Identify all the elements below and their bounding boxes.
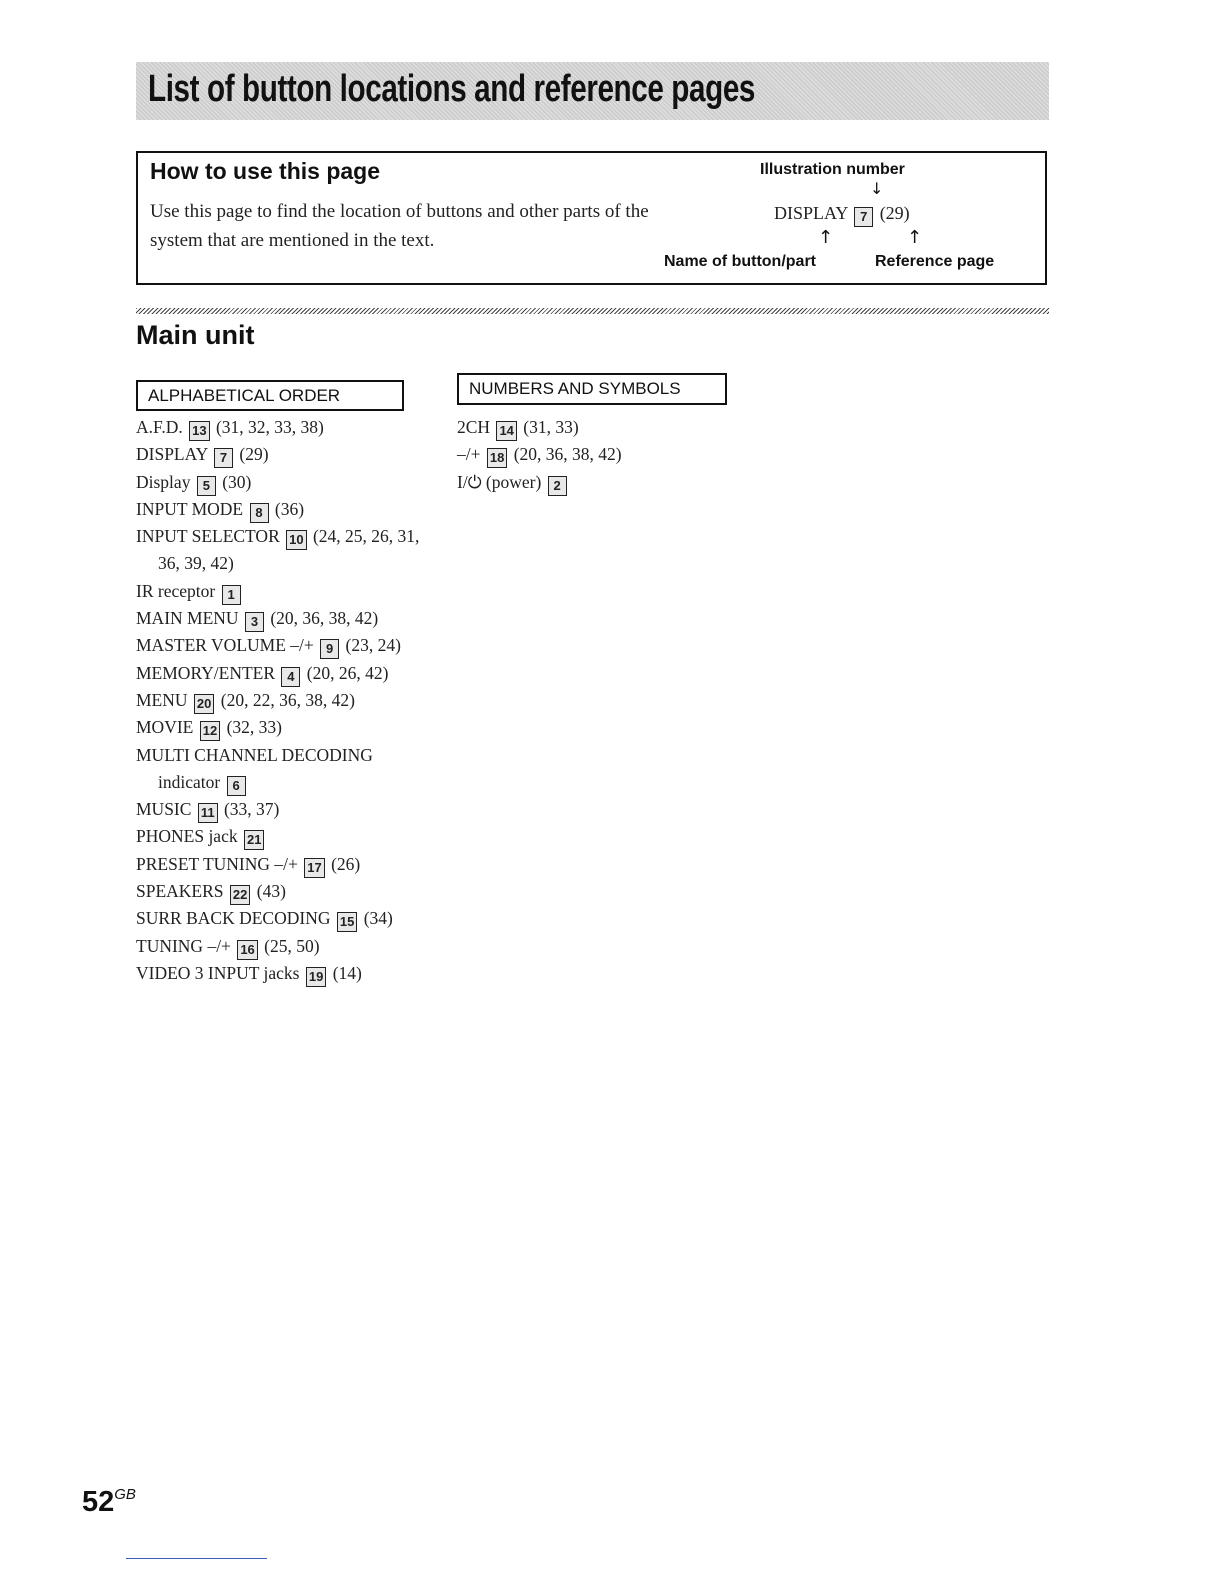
entry-name: IR receptor (136, 580, 216, 601)
illustration-number-box: 15 (337, 912, 357, 932)
reference-pages: (25, 50) (264, 935, 320, 956)
reference-pages: (26) (331, 853, 361, 874)
reference-pages: (24, 25, 26, 31, 36, 39, 42) (158, 526, 420, 574)
entry-name: MAIN MENU (136, 608, 239, 629)
entry-name: –/+ (457, 444, 481, 465)
reference-pages: (29) (239, 444, 269, 465)
page-number-value: 52 (82, 1486, 115, 1518)
entry-name: 2CH (457, 417, 491, 437)
entry-name: MOVIE (136, 717, 194, 738)
reference-pages: (30) (222, 471, 252, 492)
example-name: DISPLAY (774, 203, 848, 223)
list-item (457, 441, 757, 468)
reference-pages: (34) (363, 908, 393, 929)
list-item (136, 933, 426, 960)
illustration-number-box: 22 (230, 885, 250, 905)
reference-pages: (36) (274, 498, 305, 519)
illustration-number-box: 7 (214, 448, 233, 468)
numbers-symbols-header: NUMBERS AND SYMBOLS (457, 373, 727, 405)
list-item (136, 714, 426, 741)
reference-pages: (31, 33) (523, 417, 579, 437)
list-item (136, 905, 426, 932)
illustration-number-box: 12 (200, 721, 220, 741)
list-item (136, 742, 426, 797)
entry-name: TUNING –/+ (136, 935, 231, 956)
list-item (136, 414, 426, 441)
entry-name: MASTER VOLUME –/+ (136, 635, 314, 656)
illustration-number-box: 4 (281, 667, 300, 687)
name-of-button-label: Name of button/part (664, 253, 816, 270)
page-title: List of button locations and reference pages (148, 68, 756, 110)
entry-name: VIDEO 3 INPUT jacks (136, 962, 300, 983)
illustration-number-box: 11 (198, 803, 218, 823)
illustration-number-box: 21 (244, 830, 264, 850)
example-refs: (29) (879, 203, 910, 223)
reference-pages: (20, 36, 38, 42) (513, 444, 622, 465)
entry-name: INPUT MODE (136, 498, 244, 519)
list-item (457, 469, 757, 496)
page-number-suffix: GB (114, 1486, 136, 1503)
alphabetical-list (136, 414, 426, 987)
entry-name: SPEAKERS (136, 881, 224, 902)
list-item (136, 687, 426, 714)
arrow-down-icon: ↓ (870, 179, 884, 198)
list-item (136, 878, 426, 905)
entry-name: DISPLAY (136, 444, 208, 465)
entry-name: INPUT SELECTOR (136, 526, 280, 547)
illustration-number-box: 13 (189, 421, 209, 441)
arrow-up-icon: ↑ (907, 227, 923, 248)
illustration-number-box: 19 (306, 967, 326, 987)
example-number-box: 7 (854, 207, 873, 227)
alphabetical-order-header: ALPHABETICAL ORDER (136, 380, 404, 411)
entry-name: MEMORY/ENTER (136, 662, 276, 683)
page-number (82, 1486, 136, 1519)
entry-name: PHONES jack (136, 826, 238, 847)
entry-name: I/⏻ (power) (457, 471, 542, 492)
reference-pages: (20, 26, 42) (306, 662, 389, 683)
illustration-number-box: 9 (320, 639, 339, 659)
illustration-number-box: 17 (304, 858, 324, 878)
entry-name: MUSIC (136, 799, 192, 820)
list-item (136, 605, 426, 632)
illustration-number-box: 3 (245, 612, 264, 632)
illustration-number-box: 2 (548, 476, 567, 496)
title-banner (136, 62, 1049, 120)
list-item (136, 632, 426, 659)
reference-pages: (23, 24) (345, 635, 401, 656)
list-item (136, 441, 426, 468)
arrow-up-icon: ↑ (818, 227, 834, 248)
entry-name: A.F.D. (136, 417, 183, 437)
entry-name: SURR BACK DECODING (136, 908, 331, 929)
footer-line (126, 1558, 267, 1559)
example-entry (774, 203, 910, 227)
list-item (136, 960, 426, 987)
section-heading: Main unit (136, 320, 255, 350)
illustration-number-label: Illustration number (760, 161, 905, 178)
reference-pages: (20, 36, 38, 42) (270, 608, 379, 629)
list-item (136, 851, 426, 878)
list-item (136, 796, 426, 823)
reference-pages: (14) (332, 962, 362, 983)
reference-pages: (31, 32, 33, 38) (215, 417, 324, 437)
illustration-number-box: 8 (250, 503, 269, 523)
how-to-body: Use this page to find the location of buttons and other parts of the system that are mentioned in the text. (150, 201, 649, 251)
entry-name: MENU (136, 689, 188, 710)
reference-pages: (33, 37) (223, 799, 280, 820)
list-item (457, 414, 757, 441)
list-item (136, 469, 426, 496)
section-divider (136, 308, 1049, 314)
list-item (136, 660, 426, 687)
illustration-number-box: 5 (197, 476, 216, 496)
entry-name: Display (136, 471, 191, 492)
how-to-box (136, 151, 1047, 285)
entry-name: MULTI CHANNEL DECODING indicator (136, 744, 373, 792)
illustration-number-box: 18 (487, 448, 507, 468)
illustration-number-box: 1 (222, 585, 241, 605)
reference-page-label: Reference page (875, 253, 995, 270)
illustration-number-box: 10 (286, 530, 306, 550)
illustration-number-box: 20 (194, 694, 214, 714)
list-item (136, 578, 426, 605)
reference-pages: (32, 33) (226, 717, 282, 738)
reference-pages: (43) (256, 881, 286, 902)
numbers-symbols-list (457, 414, 757, 496)
illustration-number-box: 6 (227, 776, 246, 796)
list-item (136, 496, 426, 523)
list-item (136, 523, 426, 578)
how-to-heading: How to use this page (150, 158, 381, 184)
entry-name: PRESET TUNING –/+ (136, 853, 298, 874)
reference-pages: (20, 22, 36, 38, 42) (220, 689, 355, 710)
illustration-number-box: 14 (496, 421, 516, 441)
illustration-number-box: 16 (237, 940, 257, 960)
list-item (136, 823, 426, 850)
